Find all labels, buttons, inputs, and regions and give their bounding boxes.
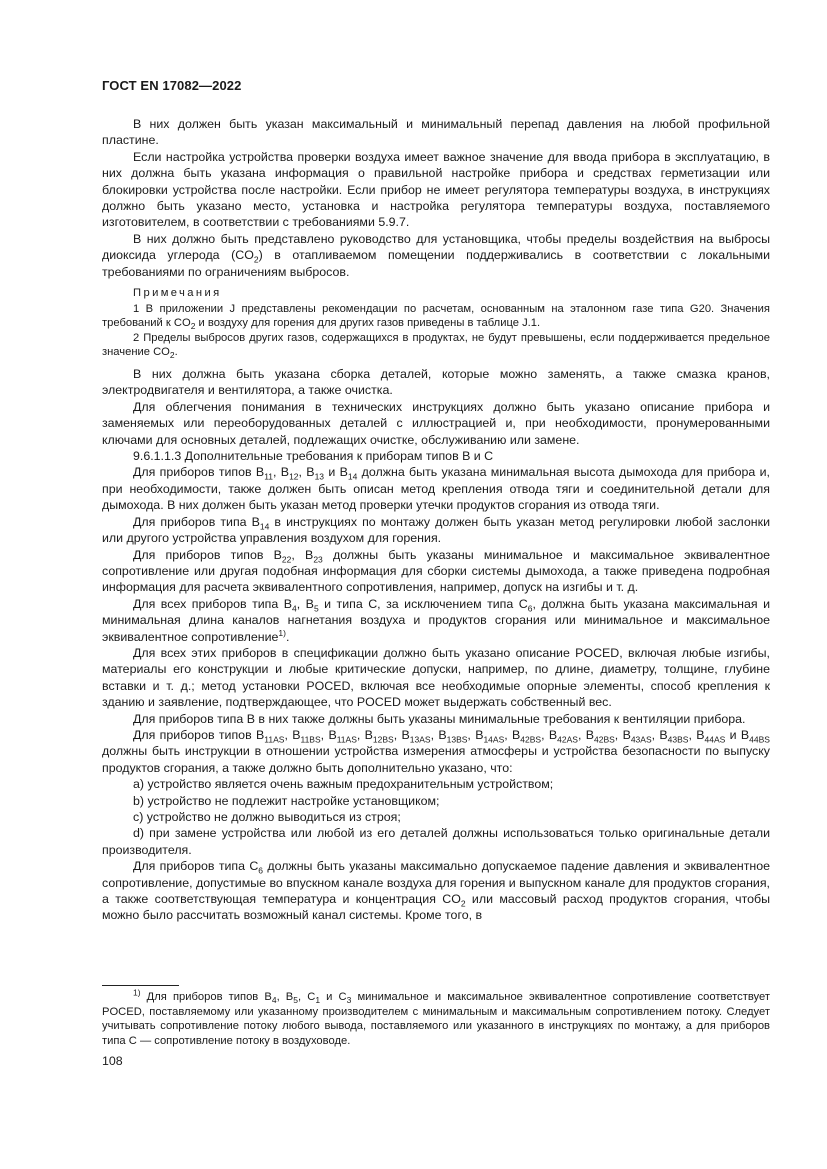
- type-designation: В: [512, 727, 521, 742]
- paragraph: Для приборов типов $В_{22}$, $В_{23}$ должны быть указаны минимальное и максимальное эквивалентное сопротивление или другая подобная информация для сборки системы дымохода, а также приведена подробная информация для расчета эквивалентного сопротивления, например, допуск на изгибы и т. д.: [102, 547, 771, 595]
- list-item: b) устройство не подлежит настройке установщиком;: [133, 793, 440, 808]
- paragraph: Для приборов типов $В_{11AS}$, $В_{11BS}$, $В_{11AS}$, $В_{12BS}$, $В_{13AS}$, $В_{13BS}$, $В_{14AS}$, $В_{42BS}$, $В_{42AS}$, $В_{42BS}$, $В_{43AS}$, $В_{43BS}$, $В_{44AS}$ и $В_{44BS}$ должны быть инструкции в отношении устройства измерения атмосферы и устройства безопасности по выпуску продуктов сгорания, а также должно быть дополнительно указано, что:: [102, 727, 770, 775]
- type-designation: В: [328, 727, 337, 742]
- note-item: 1 В приложении J представлены рекомендации по расчетам, основанным на эталонном газе типа G20. Значения требований к $CO_2$ и воздуху для горения для других газов приведены в таблице J.1.: [102, 302, 770, 332]
- list-item: d) при замене устройства или любой из его деталей должны использоваться только оригинальные детали производителя.: [102, 826, 770, 857]
- type-designation: В: [292, 727, 301, 742]
- paragraph: Для всех приборов типа $В_4$, $В_5$ и типа С, за исключением типа $С_6$, должна быть указана максимальная и минимальная длина каналов нагнетания воздуха и продуктов сгорания или минимальное и максимальное эквивалентное сопротивление$^{1)}$.: [102, 596, 770, 644]
- paragraph: Для приборов типа $В_{14}$ в инструкциях по монтажу должен быть указан метод регулировки любой заслонки или другого устройства управления воздухом для горения.: [102, 514, 770, 546]
- type-designation: В: [696, 727, 705, 742]
- list-item: c) устройство не должно выводиться из строя;: [133, 810, 401, 824]
- type-designation: В: [438, 727, 447, 742]
- type-designation: В: [659, 727, 668, 742]
- paragraph: Для всех этих приборов в спецификации должно быть указано описание POCED, включая любые изгибы, материалы его конструкции и любые критические допуски, например, по длине, диаметру, толщине, глубине вставки и т. д.; метод установки POCED, включая все необходимые опорные элементы, способ крепления к зданию и заявление, подтверждающее, что POCED может выдержать собственный вес.: [102, 645, 770, 710]
- document-header: ГОСТ EN 17082—2022: [102, 78, 242, 93]
- document-body: [102, 116, 770, 924]
- type-designation: В: [622, 727, 631, 742]
- type-designation: В: [401, 727, 410, 742]
- type-designation: В: [256, 727, 265, 742]
- type-designation: В: [364, 727, 373, 742]
- type-designation: В: [585, 727, 594, 742]
- page-number: 108: [102, 1054, 123, 1068]
- paragraph: Если настройка устройства проверки воздуха имеет важное значение для ввода прибора в эксплуатацию, в них должна быть указана информация о правильной настройке прибора и средствах герметизации или блокировки устройства после настройки. Если прибор не имеет регулятора температуры воздуха, в инструкциях должно быть указано место, установка и настройка регулятора температуры воздуха, поставляемого изготовителем, в соответствии с требованиями 5.9.7.: [102, 149, 770, 230]
- paragraph: Для приборов типа $С_6$ должны быть указаны максимально допускаемое падение давления и эквивалентное сопротивление, допустимые во впускном канале воздуха для горения и выпускном канале для продуктов сгорания, а также соответствующая температура и концентрация $CO_2$ или массовый расход продуктов сгорания, чтобы можно было рассчитать возможный канал системы. Кроме того, в: [102, 859, 770, 923]
- paragraph: Для приборов типа В в них также должны быть указаны минимальные требования к вентиляции прибора.: [133, 711, 746, 726]
- notes-title: Примечания: [133, 287, 222, 300]
- paragraph: Для облегчения понимания в технических инструкциях должно быть указано описание прибора и заменяемых или переоборудованных деталей с иллюстрацией и, при необходимости, пронумерованными ключами для основных деталей, подлежащих очистке, обслуживанию или замене.: [102, 399, 770, 447]
- footnote-divider: [102, 985, 179, 986]
- note-item: 2 Пределы выбросов других газов, содержащихся в продуктах, не будут превышены, если поддерживается предельное значение $CO_2$.: [102, 331, 770, 361]
- type-designation: В: [475, 727, 484, 742]
- paragraph: Для приборов типов $В_{11}$, $В_{12}$, $В_{13}$ и $В_{14}$ должна быть указана минимальная высота дымохода для прибора и, при необходимости, также должен быть описан метод крепления отвода тяги и соединительной детали для дымохода. В них должен быть указан метод проверки утечки продуктов сгорания из отвода тяги.: [102, 465, 770, 513]
- footnote-ref: 1): [278, 627, 286, 638]
- type-designation: В: [548, 727, 558, 742]
- paragraph: В них должна быть указана сборка деталей, которые можно заменять, а также смазка кранов, электродвигателя и вентилятора, а также очистка.: [102, 367, 770, 398]
- list-item: a) устройство является очень важным предохранительным устройством;: [133, 777, 554, 792]
- footnote: $^{1)}$ Для приборов типов $В_4$, $В_5$, $С_1$ и $С_3$ минимальное и максимальное эквивалентное сопротивление соответствует POCED, поставляемому или указанному производителем с минимальным и максимальным сопротивлением потоку. Следует учитывать сопротивление потоку любого вывода, поставляемого или указанного в инструкциях по монтажу, а для приборов типа С — сопротивление потоку в воздуховоде.: [102, 987, 771, 1047]
- paragraph: В них должно быть представлено руководство для установщика, чтобы пределы воздействия на выбросы диоксида углерода $(CO_2)$ в отапливаемом помещении поддерживались в соответствии с локальными требованиями по ограничениям выбросов.: [102, 231, 770, 279]
- notes-block: [102, 286, 770, 360]
- paragraph: В них должен быть указан максимальный и минимальный перепад давления на любой профильной пластине.: [102, 117, 770, 148]
- section-heading: 9.6.1.1.3 Дополнительные требования к приборам типов В и С: [133, 449, 494, 464]
